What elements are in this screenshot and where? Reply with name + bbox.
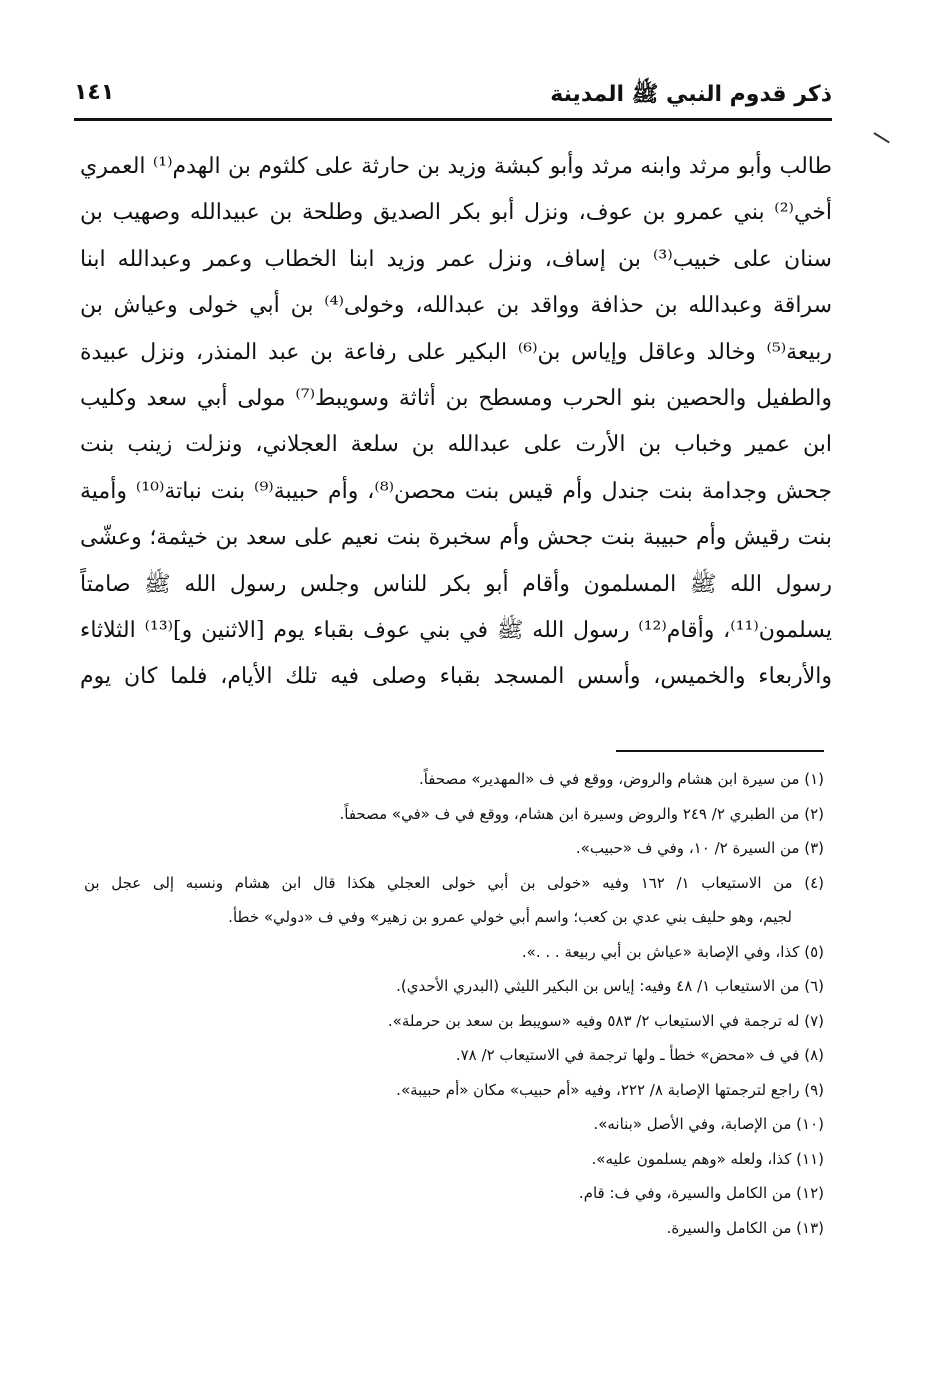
margin-mark <box>873 132 889 143</box>
body-line: بنت رقيش وأم حبيبة بنت جحش وأم سخبرة بنت نعيم على سعد بن خيثمة؛ وعشّى <box>80 525 832 551</box>
body-line: سراقة وعبدالله بن حذافة وواقد بن عبدالله، وخولى⁽⁴⁾ بن أبي خولى وعياش بن <box>80 293 832 319</box>
body-line: أخي⁽²⁾ بني عمرو بن عوف، ونزل أبو بكر الصديق وطلحة بن عبيدالله وصهيب بن <box>80 200 832 226</box>
footnote-line: (٢) من الطبري ٢/ ٢٤٩ والروض وسيرة ابن هشام، ووقع في ف «في» مصحفاً. <box>339 804 824 823</box>
footnote-line: لجيم، وهو حليف بني عدي بن كعب؛ واسم أبي خولي عمرو بن زهير» وفي ف «دولي» خطأ. <box>228 908 792 926</box>
page-number: ١٤١ <box>74 80 115 105</box>
header-rule <box>74 118 832 121</box>
body-line: والطفيل والحصين بنو الحرب ومسطح بن أثاثة وسويبط⁽⁷⁾ مولى أبي سعد وكليب <box>80 385 832 411</box>
footnote-line: (٤) من الاستيعاب ١/ ١٦٢ وفيه «خولى بن أبي خولى العجلي هكذا قال ابن هشام ونسبه إلى عجل بن <box>84 873 824 892</box>
footnote-line: (٣) من السيرة ٢/ ١٠، وفي ف «حبيب». <box>575 839 824 857</box>
footnote-line: (٩) راجع لترجمتها الإصابة ٨/ ٢٢٢، وفيه «أم حبيب» مكان «أم حبيبة». <box>396 1080 824 1099</box>
footnote-line: (١) من سيرة ابن هشام والروض، ووقع في ف «المهدير» مصحفاً. <box>418 770 824 788</box>
body-text <box>80 144 832 701</box>
footnote-line: (٧) له ترجمة في الاستيعاب ٢/ ٥٨٣ وفيه «سويبط بن سعد بن حرملة». <box>387 1011 824 1030</box>
running-title: ذكر قدوم النبي ﷺ المدينة <box>550 82 832 107</box>
body-line: سنان على خبيب⁽³⁾ بن إساف، ونزل عمر وزيد ابنا الخطاب وعمر وعبدالله ابنا <box>80 246 832 272</box>
body-line: ابن عمير وخباب بن الأرت على عبدالله بن سلعة العجلاني، ونزلت زينب بنت <box>80 432 832 458</box>
body-line: ربيعة⁽⁵⁾ وخالد وعاقل وإياس بن⁽⁶⁾ البكير على رفاعة بن عبد المنذر، ونزل عبيدة <box>80 339 832 365</box>
footnote-line: (٨) في ف «محض» خطأ ـ ولها ترجمة في الاستيعاب ٢/ ٧٨. <box>455 1046 824 1064</box>
footnote-line: (٦) من الاستيعاب ١/ ٤٨ وفيه: إياس بن البكير الليثي (البدري الأحدي). <box>396 977 824 995</box>
body-line: جحش وجدامة بنت جندل وأم قيس بنت محصن⁽⁸⁾، وأم حبيبة⁽⁹⁾ بنت نباتة⁽¹⁰⁾ وأمية <box>80 478 832 504</box>
body-line: والأربعاء والخميس، وأسس المسجد بقباء وصلى فيه تلك الأيام، فلما كان يوم <box>80 664 832 690</box>
body-line: طالب وأبو مرثد وابنه مرثد وأبو كبشة وزيد بن حارثة على كلثوم بن الهدم⁽¹⁾ العمري <box>80 154 832 179</box>
footnote-line: (١٢) من الكامل والسيرة، وفي ف: قام. <box>578 1184 824 1202</box>
footnote-separator <box>616 750 824 752</box>
footnotes <box>84 762 824 1245</box>
footnote-line: (١٣) من الكامل والسيرة. <box>666 1218 824 1237</box>
body-line: يسلمون⁽¹¹⁾، وأقام⁽¹²⁾ رسول الله ﷺ في بني عوف بقباء يوم [الاثنين و]⁽¹³⁾ الثلاثاء <box>80 617 832 643</box>
footnote-line: (١٠) من الإصابة، وفي الأصل «بنانه». <box>593 1115 824 1133</box>
page-header <box>74 76 832 116</box>
body-line: رسول الله ﷺ المسلمون وأقام أبو بكر للناس وجلس رسول الله ﷺ صامتاً <box>80 571 832 597</box>
footnote-line: (٥) كذا، وفي الإصابة «عياش بن أبي ربيعة . . .». <box>521 942 824 961</box>
footnote-line: (١١) كذا، ولعله «وهم يسلمون عليه». <box>591 1149 824 1168</box>
